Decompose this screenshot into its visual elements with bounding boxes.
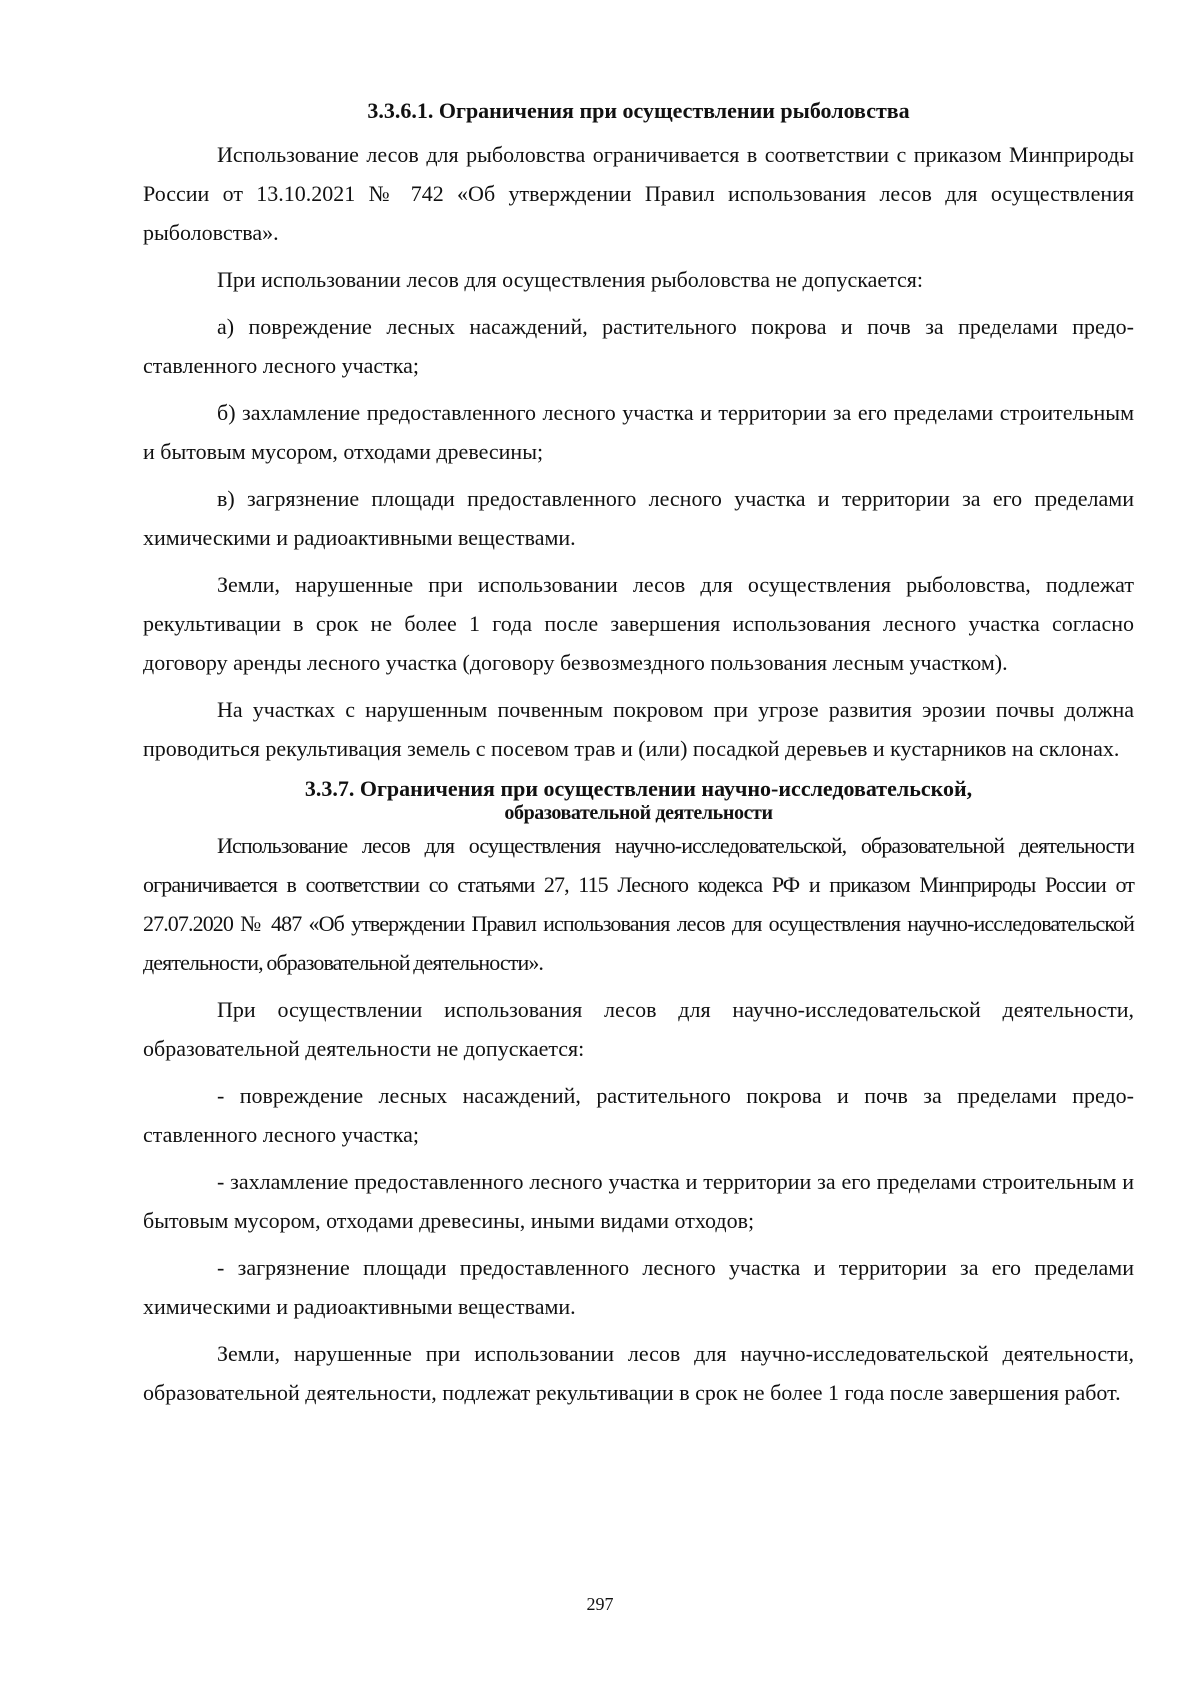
- paragraph: Земли, нарушенные при использовании лесов для осуществления рыболовства, подлежат рекультивации в срок не более 1 года после завершения использования лесного участка согласно договору аренды лесного участка (договору безвозмездного пользования лесным участком).: [143, 572, 1134, 675]
- section-heading-fishing: 3.3.6.1. Ограничения при осуществлении рыболовства: [367, 98, 910, 123]
- list-item: б) захламление предоставленного лесного участка и территории за его пределами строительным и бытовым мусором, отходами древесины;: [143, 400, 1134, 464]
- section-heading-research: [143, 776, 1134, 826]
- page-number: 297: [586, 1594, 614, 1614]
- paragraph: Использование лесов для рыболовства ограничивается в соответствии с приказом Минприроды России от 13.10.2021 № 742 «Об утверждении Правил использования лесов для осуществления рыболовства».: [143, 142, 1134, 245]
- list-item: - повреждение лесных насаждений, растительного покрова и почв за пределами предоставленного лесного участка;: [143, 1083, 1134, 1147]
- section-research-restrictions: [143, 776, 1134, 1412]
- list-item: - загрязнение площади предоставленного лесного участка и территории за его пределами химическими и радиоактивными веществами.: [143, 1255, 1134, 1319]
- list-item: а) повреждение лесных насаждений, растительного покрова и почв за пределами предоставленного лесного участка;: [143, 314, 1134, 378]
- paragraph: На участках с нарушенным почвенным покровом при угрозе развития эрозии почвы должна проводиться рекультивация земель с посевом трав и (или) посадкой деревьев и кустарников на склонах.: [143, 697, 1134, 761]
- paragraph: Земли, нарушенные при использовании лесов для научно-исследовательской деятельности, образовательной деятельности, подлежат рекультивации в срок не более 1 года после завершения работ.: [143, 1341, 1134, 1405]
- paragraph: При использовании лесов для осуществления рыболовства не допускается:: [217, 267, 924, 292]
- list-item: - захламление предоставленного лесного участка и территории за его пределами строительным и бытовым мусором, отходами древесины, иными видами отходов;: [143, 1169, 1134, 1233]
- paragraph: При осуществлении использования лесов для научно-исследовательской деятельности, образовательной деятельности не допускается:: [143, 997, 1134, 1061]
- section-heading-line-2: образовательной деятельности: [504, 802, 773, 824]
- section-fishing-restrictions: [143, 97, 1134, 768]
- paragraph: Использование лесов для осуществления научно-исследовательской, образовательной деятельности ограничивается в соответствии со статьями 27, 115 Лесного кодекса РФ и приказом Минприроды России от 27.07.2020 № 487 «Об утверждении Правил использования лесов для осуществления научно-исследовательской деятельности, образовательной деятельности».: [143, 833, 1134, 975]
- section-heading-line-1: 3.3.7. Ограничения при осуществлении научно-исследовательской,: [304, 776, 973, 801]
- list-item: в) загрязнение площади предоставленного лесного участка и территории за его пределами химическими и радиоактивными веществами.: [143, 486, 1134, 550]
- page-content: [143, 97, 1134, 1420]
